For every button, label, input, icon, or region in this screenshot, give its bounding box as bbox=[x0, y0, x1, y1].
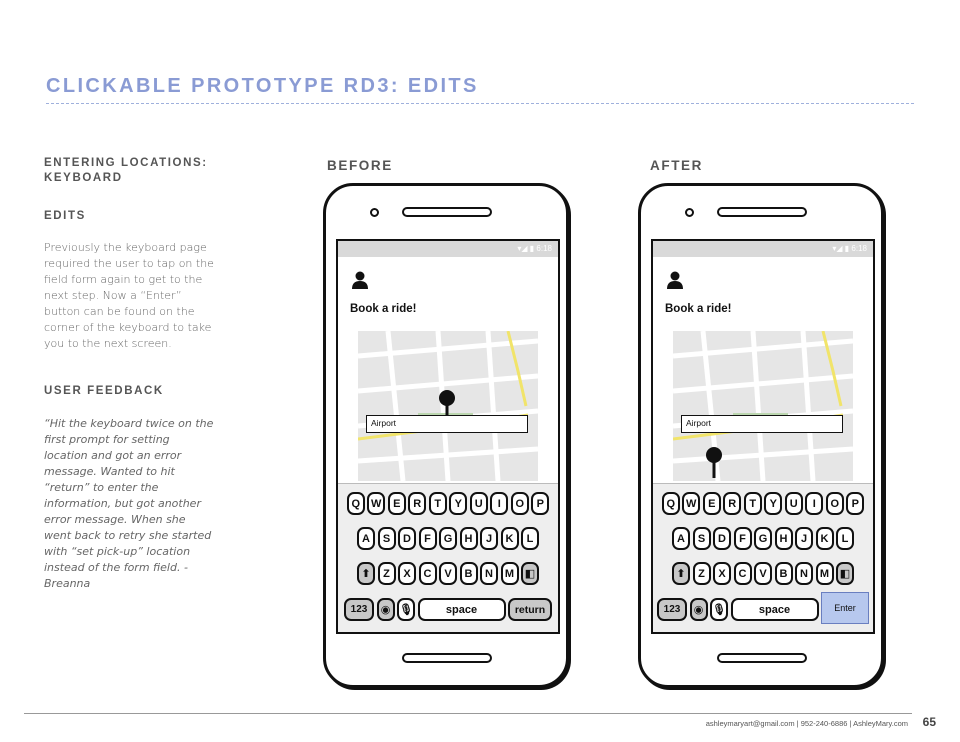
key[interactable]: R bbox=[723, 492, 741, 515]
page-title: CLICKABLE PROTOTYPE RD3: EDITS bbox=[46, 75, 479, 97]
globe-icon: ◉ bbox=[693, 604, 704, 616]
microphone-icon: 🎙 bbox=[399, 604, 413, 616]
key[interactable]: B bbox=[460, 562, 478, 585]
shift-key[interactable] bbox=[357, 562, 375, 585]
keyboard-row-3 bbox=[653, 562, 873, 585]
key[interactable]: R bbox=[408, 492, 426, 515]
return-key[interactable]: return bbox=[508, 598, 552, 621]
microphone-icon: 🎙 bbox=[712, 604, 726, 616]
key[interactable]: T bbox=[744, 492, 762, 515]
enter-key[interactable]: Enter bbox=[821, 592, 869, 624]
location-input[interactable]: Airport bbox=[681, 415, 843, 433]
keyboard-row-2 bbox=[653, 527, 873, 550]
camera-icon bbox=[370, 208, 379, 217]
space-key[interactable]: space bbox=[731, 598, 819, 621]
space-key[interactable]: space bbox=[418, 598, 506, 621]
numbers-key[interactable]: 123 bbox=[657, 598, 687, 621]
backspace-icon: ◧ bbox=[839, 568, 851, 580]
key[interactable]: Y bbox=[764, 492, 782, 515]
person-icon bbox=[352, 271, 368, 289]
backspace-key[interactable] bbox=[836, 562, 854, 585]
feedback-quote: “Hit the keyboard twice on the first prompt for setting location and got an error message. Wanted to hit “return” to enter the information, but got another error message. When she went back to retry she started with “set pick-up” location instead of the form field. -Breanna bbox=[44, 417, 214, 590]
before-screen bbox=[336, 239, 560, 634]
footer-divider bbox=[24, 713, 912, 714]
key[interactable]: M bbox=[501, 562, 519, 585]
key[interactable]: L bbox=[836, 527, 854, 550]
key[interactable]: J bbox=[795, 527, 813, 550]
globe-key[interactable] bbox=[690, 598, 708, 621]
key[interactable]: U bbox=[470, 492, 488, 515]
key[interactable]: N bbox=[480, 562, 498, 585]
key[interactable]: C bbox=[419, 562, 437, 585]
onscreen-keyboard bbox=[653, 483, 873, 634]
keyboard-row-4 bbox=[653, 598, 873, 624]
after-screen bbox=[651, 239, 875, 634]
status-bar: ▾◢ ▮ 6:18 bbox=[338, 241, 558, 257]
key[interactable]: N bbox=[795, 562, 813, 585]
key[interactable]: C bbox=[734, 562, 752, 585]
key[interactable]: V bbox=[439, 562, 457, 585]
key[interactable]: H bbox=[775, 527, 793, 550]
keyboard-row-2 bbox=[338, 527, 558, 550]
key[interactable]: O bbox=[826, 492, 844, 515]
key[interactable]: Q bbox=[347, 492, 365, 515]
backspace-icon: ◧ bbox=[524, 568, 536, 580]
key[interactable]: D bbox=[398, 527, 416, 550]
backspace-key[interactable] bbox=[521, 562, 539, 585]
key[interactable]: D bbox=[713, 527, 731, 550]
keyboard-row-1 bbox=[653, 492, 873, 515]
screen-title: Book a ride! bbox=[350, 303, 417, 315]
page-number: 65 bbox=[922, 715, 936, 729]
before-label: BEFORE bbox=[327, 158, 393, 173]
key[interactable]: P bbox=[531, 492, 549, 515]
key[interactable]: A bbox=[357, 527, 375, 550]
home-button bbox=[717, 653, 807, 663]
key[interactable]: E bbox=[703, 492, 721, 515]
key[interactable]: E bbox=[388, 492, 406, 515]
key[interactable]: F bbox=[419, 527, 437, 550]
status-time: 6:18 bbox=[851, 244, 867, 253]
after-phone-mockup bbox=[638, 183, 884, 688]
mic-key[interactable] bbox=[397, 598, 415, 621]
map-view bbox=[673, 331, 853, 481]
key[interactable]: W bbox=[682, 492, 700, 515]
edits-heading: EDITS bbox=[44, 210, 86, 222]
key[interactable]: Z bbox=[693, 562, 711, 585]
title-divider bbox=[46, 103, 914, 104]
key[interactable]: Q bbox=[662, 492, 680, 515]
key[interactable]: I bbox=[490, 492, 508, 515]
mic-key[interactable] bbox=[710, 598, 728, 621]
key[interactable]: G bbox=[439, 527, 457, 550]
key[interactable]: S bbox=[693, 527, 711, 550]
key[interactable]: I bbox=[805, 492, 823, 515]
shift-arrow-icon: ⬆ bbox=[361, 568, 371, 580]
keyboard-row-3 bbox=[338, 562, 558, 585]
key[interactable]: U bbox=[785, 492, 803, 515]
key[interactable]: K bbox=[816, 527, 834, 550]
shift-arrow-icon: ⬆ bbox=[676, 568, 686, 580]
location-pin-icon bbox=[705, 446, 723, 480]
home-button bbox=[402, 653, 492, 663]
key[interactable]: H bbox=[460, 527, 478, 550]
globe-icon: ◉ bbox=[380, 604, 391, 616]
key[interactable]: X bbox=[713, 562, 731, 585]
key[interactable]: F bbox=[734, 527, 752, 550]
keyboard-row-1 bbox=[338, 492, 558, 515]
edits-description: Previously the keyboard page required the user to tap on the field form again to get to the next step. Now a “Enter” button can be found on the corner of the keyboard to take you to the next screen. bbox=[44, 241, 214, 350]
status-time: 6:18 bbox=[536, 244, 552, 253]
key[interactable]: V bbox=[754, 562, 772, 585]
key[interactable]: T bbox=[429, 492, 447, 515]
footer-contact: ashleymaryart@gmail.com | 952-240-6886 | AshleyMary.com bbox=[705, 719, 908, 728]
key[interactable]: J bbox=[480, 527, 498, 550]
key[interactable]: Z bbox=[378, 562, 396, 585]
speaker-icon bbox=[717, 207, 807, 217]
speaker-icon bbox=[402, 207, 492, 217]
key[interactable]: X bbox=[398, 562, 416, 585]
shift-key[interactable] bbox=[672, 562, 690, 585]
key[interactable]: M bbox=[816, 562, 834, 585]
key[interactable]: O bbox=[511, 492, 529, 515]
numbers-key[interactable]: 123 bbox=[344, 598, 374, 621]
person-icon bbox=[667, 271, 683, 289]
globe-key[interactable] bbox=[377, 598, 395, 621]
key[interactable]: Y bbox=[449, 492, 467, 515]
map-graphic bbox=[673, 331, 853, 481]
key[interactable]: G bbox=[754, 527, 772, 550]
key[interactable]: P bbox=[846, 492, 864, 515]
feedback-heading: USER FEEDBACK bbox=[44, 385, 164, 397]
key[interactable]: W bbox=[367, 492, 385, 515]
onscreen-keyboard bbox=[338, 483, 558, 634]
keyboard-row-4 bbox=[338, 598, 558, 621]
key[interactable]: B bbox=[775, 562, 793, 585]
screen-title: Book a ride! bbox=[665, 303, 732, 315]
after-label: AFTER bbox=[650, 158, 703, 173]
camera-icon bbox=[685, 208, 694, 217]
key[interactable]: K bbox=[501, 527, 519, 550]
key[interactable]: S bbox=[378, 527, 396, 550]
location-input[interactable]: Airport bbox=[366, 415, 528, 433]
before-phone-mockup bbox=[323, 183, 569, 688]
key[interactable]: A bbox=[672, 527, 690, 550]
status-bar: ▾◢ ▮ 6:18 bbox=[653, 241, 873, 257]
key[interactable]: L bbox=[521, 527, 539, 550]
section-title: ENTERING LOCATIONS: KEYBOARD bbox=[44, 157, 208, 184]
